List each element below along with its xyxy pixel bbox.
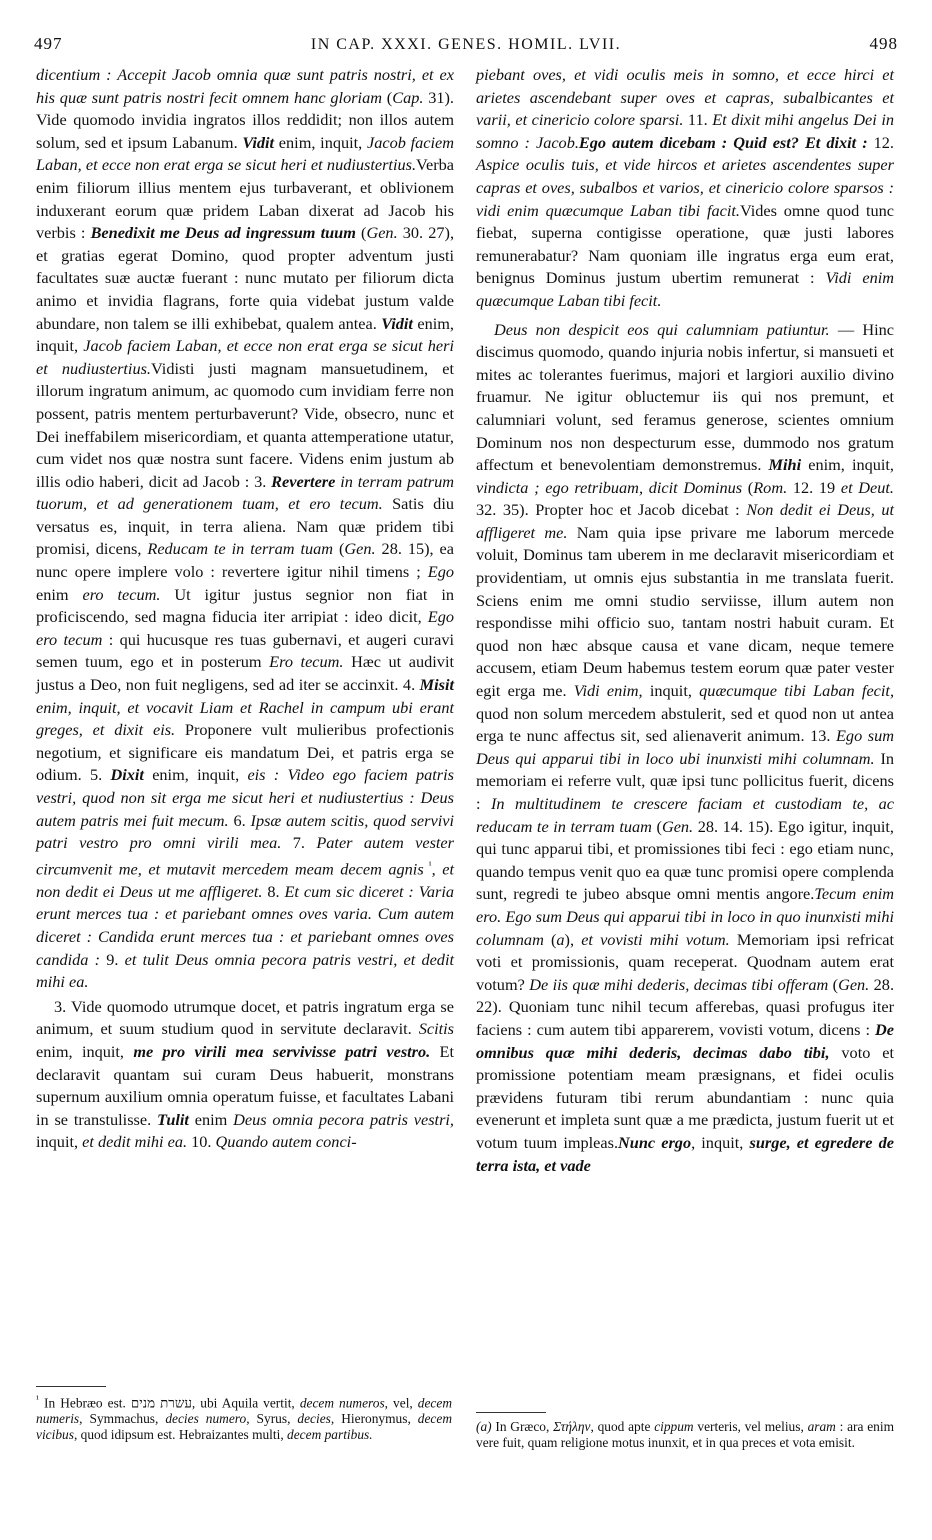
text-run: Misit bbox=[419, 675, 454, 695]
text-run: in terram patrum tuorum, et ad generationem tuam, et ero tecum. bbox=[36, 471, 454, 514]
text-run: Gen. bbox=[661, 816, 694, 836]
paragraph bbox=[36, 64, 454, 994]
text-run: ( bbox=[828, 974, 839, 994]
text-run: Vidi enim quæcumque Laban tibi fecit. bbox=[476, 268, 894, 310]
text-run: Satis diu versatus es, inquit, in terra aliena. Nam quæ pridem tibi promisi, dicens, bbox=[36, 494, 454, 559]
text-run: 9. bbox=[100, 949, 125, 969]
text-run: Gen. bbox=[366, 223, 398, 243]
text-run: Memoriam ipsi refricat voti et promissionis, quam receperat. Quodnam autem erat votum? bbox=[476, 929, 894, 994]
text-run: ( bbox=[355, 223, 367, 243]
text-run: Non dedit ei Deus, ut affligeret me. bbox=[476, 500, 895, 542]
right-page-number: 498 bbox=[869, 34, 898, 53]
paragraph bbox=[476, 64, 894, 313]
text-run: eis : Video ego faciem patris vestri, quod non sit erga me sicut heri et nudiustertius : Deus autem patris mei fuit mecum. bbox=[36, 765, 454, 830]
text-run: , quod idipsum est. Hebraizantes multi, bbox=[73, 1426, 288, 1442]
text-run: enim, inquit, bbox=[36, 313, 454, 356]
text-run: 28. 14. 15). Ego igitur, inquit, qui tunc apparui tibi, et promissiones tibi feci : ego etiam nunc, quando tempus venit quo ea quæ tunc promisi opere complenda sunt, regredi te jubeo absque omni mentis angore. bbox=[476, 816, 894, 904]
text-run: : qui hucusque res tuas gubernavi, et augeri curavi semen tuum, ego et in posterum bbox=[36, 629, 454, 672]
text-run: Et dixit mihi angelus Dei in somno : Jacob. bbox=[476, 110, 894, 152]
text-run: De omnibus quæ mihi dederis, decimas dabo tibi, bbox=[476, 1019, 894, 1062]
text-run: enim, inquit, bbox=[36, 1041, 134, 1061]
running-title: IN CAP. XXXI. GENES. HOMIL. LVII. bbox=[310, 36, 622, 53]
text-run: Quando autem conci- bbox=[215, 1132, 357, 1152]
text-run: Vidisti justi magnam mansuetudinem, et illorum ingratum animum, ac quomodo cum invidiam ferre non possent, patris mentem perturbaverunt? Vide, obsecro, nunc et Dei ineffabilem misericordiam, et quanta attemperatione utatur, cum videt nos quæ nostra sunt facere. Videns enim justum ab illis odio haberi, dicit ad Jacob : 3. bbox=[36, 358, 455, 491]
text-run: — Hinc discimus quomodo, quando injuria nobis infertur, si mansueti et mites ac tolerantes fuerimus, majori et largiori auxilio divino fruamur. Ne igitur obluctemur iis qui nos premunt, et calumniari volunt, sed feramus generose, scientes omnium Dominum nos non despecturum esse, dummodo nos gratum affectum et benevolentiam demonstremus. bbox=[476, 319, 894, 475]
text-run: 8. bbox=[262, 881, 285, 901]
text-run: 3. Vide quomodo utrumque docet, et patris ingratum erga se animum, et suum studium quod in servitute declaravit. bbox=[36, 996, 454, 1039]
text-run: decem numeris bbox=[36, 1395, 452, 1427]
text-run: Ipsæ autem scitis, quod servivi patri vestro pro omni virili mea. bbox=[36, 810, 454, 853]
text-run: : ara enim vere fuit, quam religione motus inunxit, et in qua preces et vota emisit. bbox=[476, 1419, 894, 1450]
footnote-marker: (a) bbox=[476, 1419, 492, 1434]
text-run: enim, inquit, bbox=[274, 132, 367, 152]
text-run: Reducam te in terram tuam bbox=[147, 539, 334, 559]
text-run: decem vicibus bbox=[36, 1411, 452, 1442]
text-run: Benedixit me Deus ad ingressum tuum bbox=[90, 223, 356, 243]
text-run: Tecum enim ero. Ego sum Deus qui apparui tibi in loco in quo inunxisti mihi columnam bbox=[476, 884, 894, 949]
text-run: enim, inquit, bbox=[801, 455, 895, 475]
text-run: Vides omne quod tunc fiebat, superna contigisse operatione, quæ justi labores remunerabatur? Nam quoniam ille ingratus erga eum erat, benignus Dominus justum ubertim remunerat : bbox=[476, 200, 894, 288]
text-run: enim bbox=[36, 584, 83, 604]
footnote-marker: ¹ bbox=[36, 1394, 39, 1405]
text-run: Gen. bbox=[344, 539, 376, 559]
text-run: , vel, bbox=[384, 1395, 418, 1411]
text-run: a bbox=[556, 929, 565, 949]
paragraph bbox=[476, 319, 894, 1178]
text-run: Dixit bbox=[110, 765, 144, 785]
text-run: 10. bbox=[187, 1132, 216, 1152]
text-run: Ero tecum. bbox=[269, 652, 344, 672]
text-run: decies numero bbox=[165, 1411, 247, 1427]
text-run: 7. bbox=[281, 833, 317, 853]
text-run: Ego ero tecum bbox=[36, 607, 454, 649]
text-run: 31). Vide quomodo invidia ingratos illos reddidit; non illos autem solum, sed et ipsum Labanum. bbox=[36, 87, 454, 152]
text-run: Vidi enim, bbox=[573, 681, 643, 701]
text-run: ( bbox=[381, 87, 393, 107]
text-run: quod non solum mercedem abstulerit, sed et quod non ut antea erga te nunc affectus sit, sed alienaverit animum. 13. bbox=[476, 703, 894, 746]
text-run: Nam quia ipse privare me laborum mercede voluit, Dominus tam uberem in me declaravit misericordiam et providentiam, ut omnis ejus substantia in me translata fuerit. Sciens enim me omni studio serviisse, illum autem non respondisse mihi officio suo, tantam nostri habuit curam. Et quod non hæc absque causa et vane dicam, neque temere accusem, etiam Deum habemus testem eorum quæ pater vester egit erga me. bbox=[476, 522, 894, 701]
text-run: In multitudinem te crescere faciam et custodiam te, ac reducam te in terram tuam bbox=[476, 794, 894, 836]
text-run: Rom. bbox=[753, 477, 788, 497]
text-run: decem partibus. bbox=[287, 1426, 373, 1442]
text-run: Ego sum Deus qui apparui tibi in loco ubi inunxisti mihi columnam. bbox=[476, 726, 894, 768]
text-run: decem numeros bbox=[299, 1395, 385, 1411]
text-run: Ego autem dicebam : Quid est? Et dixit : bbox=[578, 132, 868, 152]
text-run: De iis quæ mihi dederis, decimas tibi offeram bbox=[529, 974, 829, 994]
text-run: , et non dedit ei Deus ut me affligeret. bbox=[36, 859, 454, 901]
text-run: enim bbox=[188, 1109, 234, 1129]
text-run: ), bbox=[564, 929, 582, 949]
footnote-right bbox=[476, 1419, 894, 1450]
text-run: In Græco, bbox=[491, 1419, 554, 1434]
text-run: enim, inquit, bbox=[143, 765, 248, 785]
text-run: In Hebræo est. bbox=[39, 1395, 131, 1411]
text-run: Jacob faciem Laban, et ecce non erat erga se sicut heri et nudiustertius. bbox=[36, 336, 454, 378]
text-run: cippum bbox=[654, 1419, 694, 1434]
text-run: , Symmachus, bbox=[79, 1411, 166, 1427]
running-header bbox=[34, 34, 898, 58]
footnote-rule-right bbox=[476, 1412, 546, 1413]
text-run: et vovisti mihi votum. bbox=[581, 929, 730, 949]
text-run: Ego bbox=[427, 562, 454, 582]
text-run: עשרת מנים bbox=[130, 1395, 192, 1411]
text-run: Cap. bbox=[392, 87, 424, 107]
left-column bbox=[36, 64, 454, 1154]
right-column bbox=[476, 64, 894, 1177]
text-run: aram bbox=[807, 1419, 836, 1434]
text-run: decies bbox=[297, 1411, 331, 1427]
text-run: , quod apte bbox=[590, 1419, 655, 1434]
text-run: vindicta ; ego retribuam, dicit Dominus bbox=[476, 477, 743, 497]
text-run: , Syrus, bbox=[246, 1411, 298, 1427]
paragraph bbox=[36, 996, 454, 1154]
text-run: surge, et egredere de terra ista, et vade bbox=[476, 1132, 894, 1175]
text-run: ( bbox=[333, 539, 345, 559]
text-run: 28. 15), ea nunc opere implere volo : revertere igitur nihil timens ; bbox=[36, 539, 455, 582]
text-run: Revertere bbox=[271, 471, 336, 491]
text-run: 6. bbox=[228, 810, 251, 830]
text-run: ( bbox=[543, 929, 557, 949]
text-run: quæcumque tibi Laban fecit, bbox=[699, 681, 895, 701]
text-run: Jacob faciem Laban, et ecce non erat erga se sicut heri et nudiustertius. bbox=[36, 132, 454, 175]
text-run: 28. 22). Quoniam tunc nihil tecum afferebas, quasi profugus iter faciens : cum autem tibi apparerem, vovisti votum, dicens : bbox=[476, 974, 895, 1039]
text-run: et Deut. bbox=[840, 477, 894, 497]
text-run: ( bbox=[651, 816, 662, 836]
text-run: , Hieronymus, bbox=[330, 1411, 418, 1427]
text-run: Verba enim filiorum illius mentem ejus turbaverant, et oblivionem induxerant eorum quæ pridem Laban dixerat ad Jacob his verbis : bbox=[36, 155, 454, 243]
text-run: Vidit bbox=[381, 313, 413, 333]
text-run: voto et promissione potentiam meam præsignans, et fidei oculis prævidens futuram tibi rerum abundantiam : nunc quia evenerunt et impleta sunt quæ a me prædicta, justum fuerit ut et votum tuum impleas. bbox=[476, 1042, 894, 1152]
text-run: 11. bbox=[683, 110, 713, 130]
text-run: enim, inquit, et vocavit Liam et Rachel in campum ubi erant greges, et dixit eis. bbox=[36, 697, 454, 740]
text-run: et tulit Deus omnia pecora patris vestri, et dedit mihi ea. bbox=[36, 949, 454, 992]
text-run: Hæc ut audivit justus a Deo, non fuit negligens, sed ad iter se accinxit. 4. bbox=[36, 652, 454, 695]
text-run: ¹ bbox=[423, 859, 432, 871]
footnote-left bbox=[36, 1392, 452, 1442]
text-run: dicentium : Accepit Jacob omnia quæ sunt patris nostri, et ex his quæ sunt patris nostri fecit omnem hanc gloriam bbox=[36, 65, 454, 107]
text-run: me pro virili mea servivisse patri vestro. bbox=[133, 1041, 431, 1061]
text-run: inquit, bbox=[36, 1132, 83, 1152]
text-run: 12. 19 bbox=[787, 477, 841, 497]
text-run: 32. 35). Propter hoc et Jacob dicebat : bbox=[476, 500, 747, 520]
text-run: inquit, bbox=[642, 681, 700, 701]
text-run: Deus omnia pecora patris vestri, bbox=[233, 1109, 454, 1129]
text-run: Gen. bbox=[838, 974, 870, 994]
text-run: , ubi Aquila vertit, bbox=[191, 1395, 300, 1411]
text-run: Scitis bbox=[418, 1019, 454, 1039]
text-run: Tulit bbox=[156, 1109, 189, 1129]
left-page-number: 497 bbox=[34, 34, 63, 53]
text-run: , inquit, bbox=[691, 1132, 750, 1152]
text-run: Ut igitur justus segnior non fiat in proficiscendo, sed magna fiducia iter arripiat : ideo dicit, bbox=[36, 584, 455, 627]
text-run: ero tecum. bbox=[82, 584, 161, 604]
text-run: piebant oves, et vidi oculis meis in somno, et ecce hirci et arietes ascendebant super oves et capras, subalbicantes et varii, et cinericio colore sparsi. bbox=[476, 65, 894, 130]
text-run: Proponere vult mulieribus profectionis negotium, et significare eis mandatum Dei, et patris erga se odium. 5. bbox=[36, 720, 454, 785]
text-run: Et declaravit quantam sui curam Deus habuerit, monstrans supernum auxilium omnia operatum fuisse, et facultates Labani in se transtulisse. bbox=[36, 1041, 455, 1129]
text-run: Vidit bbox=[242, 132, 275, 152]
text-run: Et cum sic diceret : Varia erunt merces tua : et pariebant omnes oves varia. Cum autem diceret : Candida erunt merces tua : et pariebant omnes oves candida : bbox=[36, 881, 454, 969]
footnote-rule-left bbox=[36, 1386, 106, 1387]
text-run: Aspice oculis tuis, et vide hircos et arietes ascendentes super capras et oves, subalbos et varios, et cinericio colore sparsos : vidi enim quæcumque Laban tibi facit. bbox=[476, 155, 894, 220]
text-run: 12. bbox=[867, 132, 895, 152]
text-run: 30. 27), et gratias egerat Domino, quod propter adventum justi facultates suæ auctæ fuerant : nunc mutato per filiorum dicta animo et invidia flagrans, forte quia videbat justum valde abundare, non talem se illi exhibebat, qualem antea. bbox=[36, 223, 455, 333]
text-run: et dedit mihi ea. bbox=[82, 1132, 188, 1152]
text-run: In memoriam ei referre vult, quæ ipsi tunc pollicitus fuerit, dicens : bbox=[476, 748, 895, 813]
text-run: Mihi bbox=[768, 455, 802, 475]
text-run: ( bbox=[742, 477, 754, 497]
text-run: Nunc ergo bbox=[618, 1132, 692, 1152]
text-run: Στήλην bbox=[553, 1419, 591, 1434]
text-run: Pater autem vester circumvenit me, et mutavit mercedem meam decem agnis bbox=[36, 833, 454, 879]
text-run: verteris, vel melius, bbox=[693, 1419, 808, 1434]
text-run: Deus non despicit eos qui calumniam patiuntur. bbox=[494, 319, 830, 339]
